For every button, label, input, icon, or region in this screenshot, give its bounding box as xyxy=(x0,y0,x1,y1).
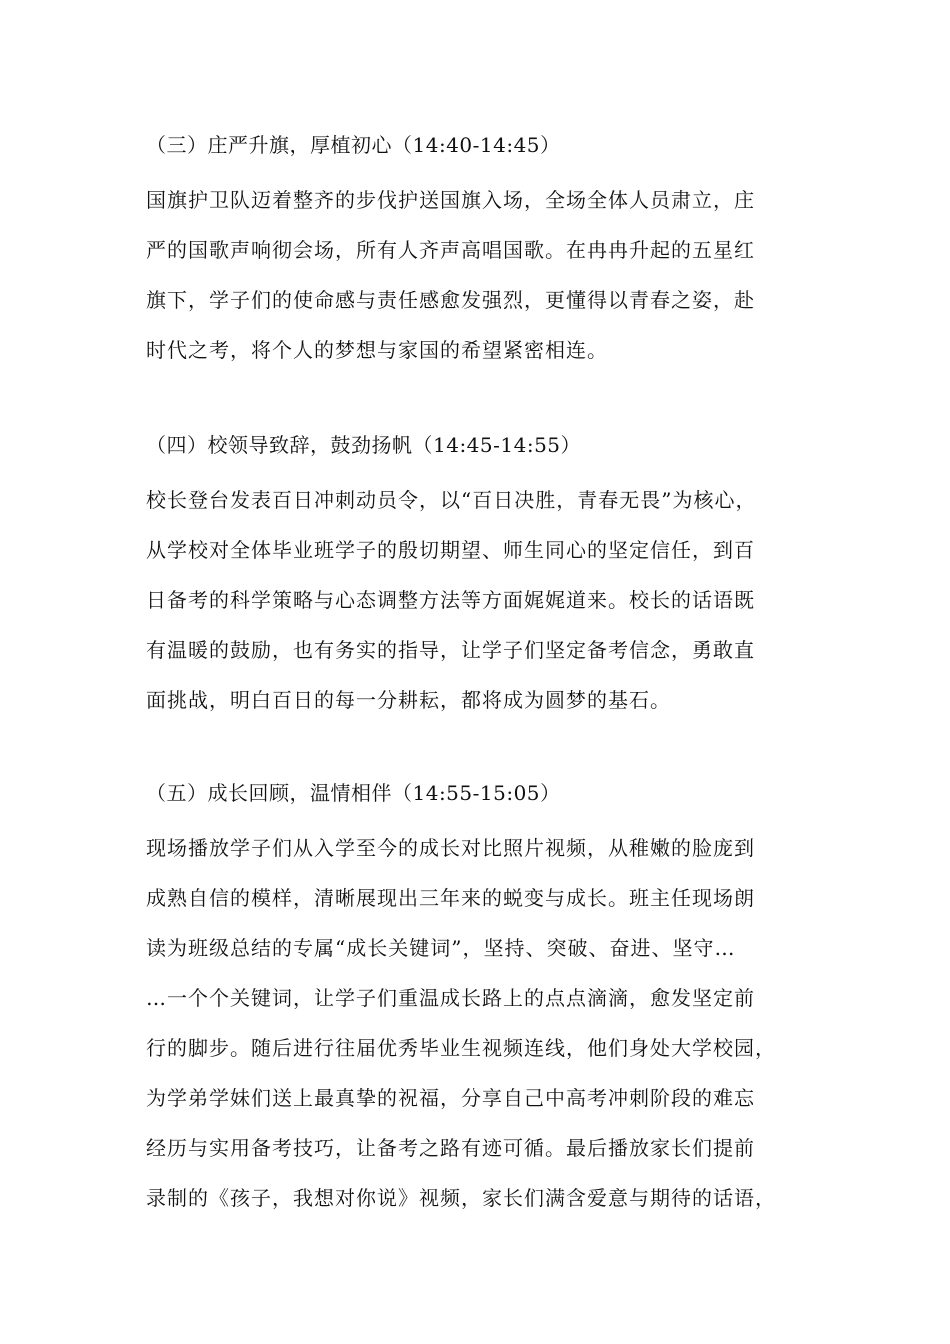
section-paragraph xyxy=(146,175,811,375)
paragraph-line: 日备考的科学策略与心态调整方法等方面娓娓道来。校长的话语既 xyxy=(146,588,755,612)
section-heading: （五）成长回顾，温情相伴（14:55-15:05） xyxy=(146,781,561,805)
section-paragraph xyxy=(146,823,811,1223)
section-heading: （四）校领导致辞，鼓劲扬帆（14:45-14:55） xyxy=(146,433,582,457)
section-3 xyxy=(146,132,811,375)
paragraph-line: 严的国歌声响彻会场，所有人齐声高唱国歌。在冉冉升起的五星红 xyxy=(146,238,755,262)
paragraph-line: 行的脚步。随后进行往届优秀毕业生视频连线，他们身处大学校园， xyxy=(146,1036,776,1060)
paragraph-line: 时代之考，将个人的梦想与家国的希望紧密相连。 xyxy=(146,338,608,362)
paragraph-line: 读为班级总结的专属“成长关键词”，坚持、突破、奋进、坚守… xyxy=(146,936,736,960)
paragraph-line: 从学校对全体毕业班学子的殷切期望、师生同心的坚定信任，到百 xyxy=(146,538,755,562)
paragraph-line: …一个个关键词，让学子们重温成长路上的点点滴滴，愈发坚定前 xyxy=(146,986,755,1010)
paragraph-line: 经历与实用备考技巧，让备考之路有迹可循。最后播放家长们提前 xyxy=(146,1136,755,1160)
section-5 xyxy=(146,780,811,1223)
paragraph-line: 有温暖的鼓励，也有务实的指导，让学子们坚定备考信念，勇敢直 xyxy=(146,638,755,662)
section-4 xyxy=(146,432,811,725)
paragraph-line: 为学弟学妹们送上最真挚的祝福，分享自己中高考冲刺阶段的难忘 xyxy=(146,1086,755,1110)
paragraph-line: 现场播放学子们从入学至今的成长对比照片视频，从稚嫩的脸庞到 xyxy=(146,836,755,860)
paragraph-line: 旗下，学子们的使命感与责任感愈发强烈，更懂得以青春之姿，赴 xyxy=(146,288,755,312)
paragraph-line: 录制的《孩子，我想对你说》视频，家长们满含爱意与期待的话语， xyxy=(146,1186,776,1210)
paragraph-line: 校长登台发表百日冲刺动员令，以“百日决胜，青春无畏”为核心， xyxy=(146,488,757,512)
paragraph-line: 成熟自信的模样，清晰展现出三年来的蜕变与成长。班主任现场朗 xyxy=(146,886,755,910)
paragraph-line: 国旗护卫队迈着整齐的步伐护送国旗入场，全场全体人员肃立，庄 xyxy=(146,188,755,212)
paragraph-line: 面挑战，明白百日的每一分耕耘，都将成为圆梦的基石。 xyxy=(146,688,671,712)
section-heading: （三）庄严升旗，厚植初心（14:40-14:45） xyxy=(146,133,561,157)
section-paragraph xyxy=(146,475,811,725)
